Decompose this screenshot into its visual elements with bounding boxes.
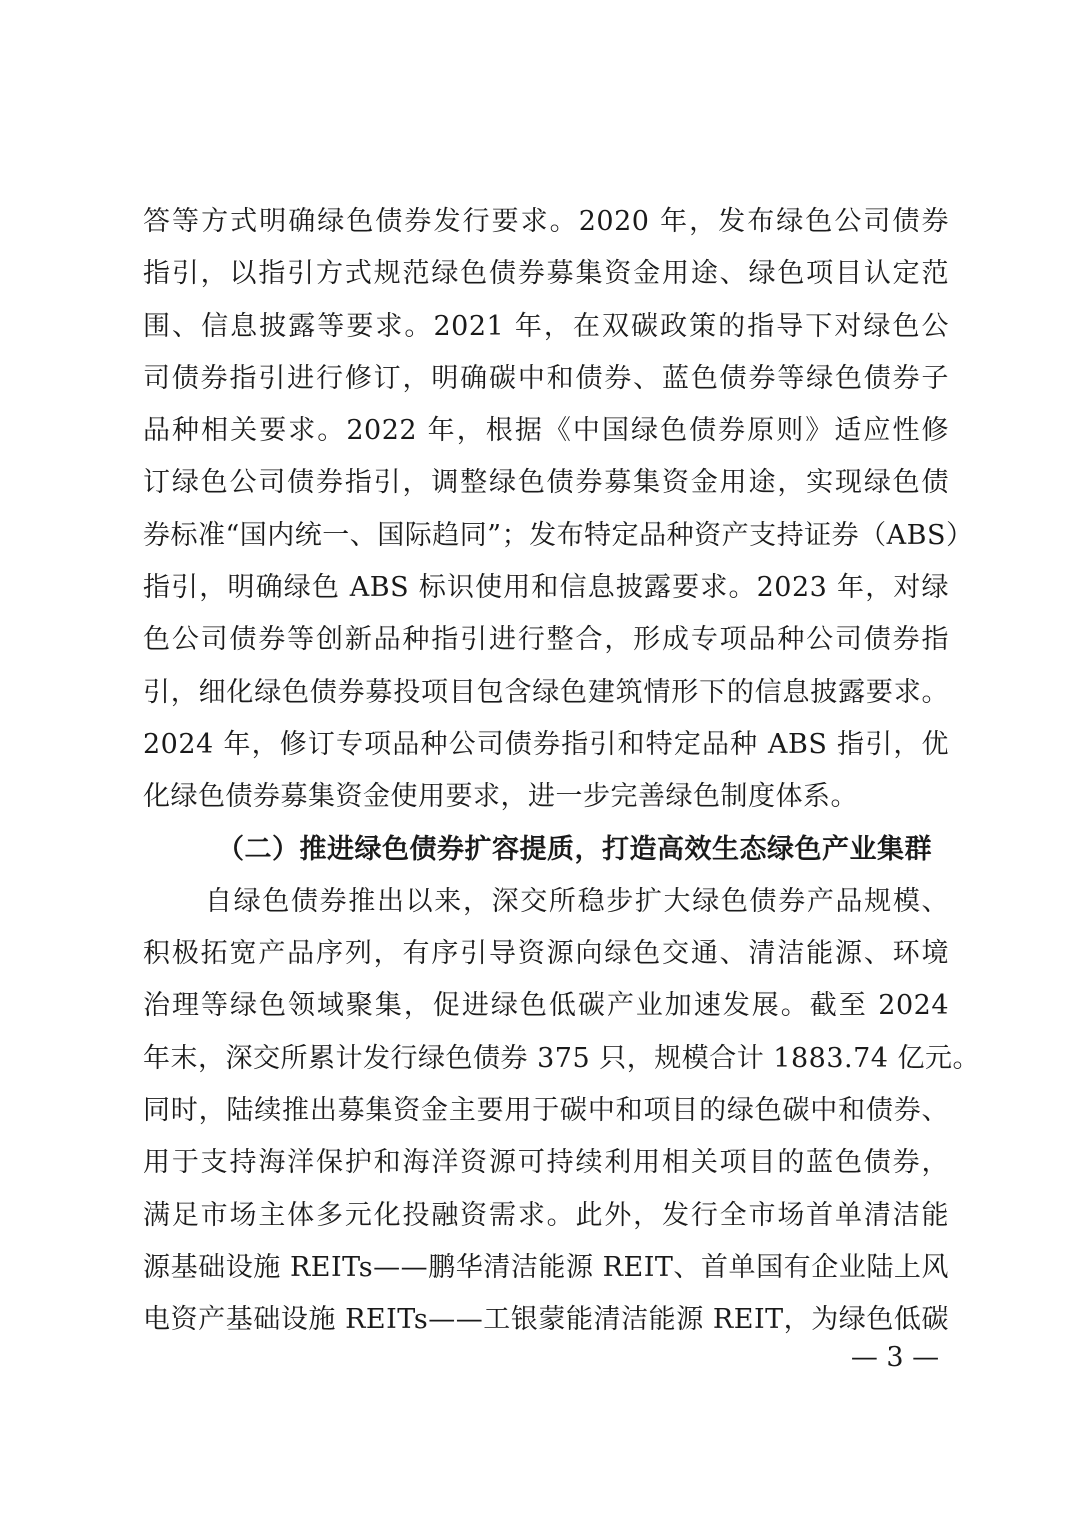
text-line: 用于支持海洋保护和海洋资源可持续利用相关项目的蓝色债券， [143, 1147, 949, 1179]
text-line: 券标准“国内统一、国际趋同”；发布特定品种资产支持证券（ABS） [143, 519, 974, 551]
text-line: 源基础设施 REITs——鹏华清洁能源 REIT、首单国有企业陆上风 [143, 1251, 949, 1283]
page-number: — 3 — [850, 1342, 940, 1373]
body-text [143, 196, 981, 1347]
text-line: 电资产基础设施 REITs——工银蒙能清洁能源 REIT，为绿色低碳 [143, 1304, 949, 1336]
paragraph-2 [143, 876, 981, 1347]
text-line: 围、信息披露等要求。2021 年，在双碳政策的指导下对绿色公 [143, 310, 949, 342]
text-line: 色公司债券等创新品种指引进行整合，形成专项品种公司债券指 [143, 624, 949, 656]
text-line: 订绿色公司债券指引，调整绿色债券募集资金用途，实现绿色债 [143, 467, 949, 499]
text-line: 化绿色债券募集资金使用要求，进一步完善绿色制度体系。 [143, 781, 858, 813]
text-line: 积极拓宽产品序列，有序引导资源向绿色交通、清洁能源、环境 [143, 938, 949, 970]
text-line: 引，细化绿色债券募投项目包含绿色建筑情形下的信息披露要求。 [143, 676, 949, 708]
paragraph-1 [143, 196, 974, 824]
text-line: 2024 年，修订专项品种公司债券指引和特定品种 ABS 指引，优 [143, 728, 949, 760]
text-line: 同时，陆续推出募集资金主要用于碳中和项目的绿色碳中和债券、 [143, 1095, 949, 1127]
text-line: 自绿色债券推出以来，深交所稳步扩大绿色债券产品规模、 [205, 885, 949, 917]
text-line: 年末，深交所累计发行绿色债券 375 只，规模合计 1883.74 亿元。 [143, 1042, 981, 1074]
text-line: 品种相关要求。2022 年，根据《中国绿色债券原则》适应性修 [143, 415, 949, 447]
text-line: 司债券指引进行修订，明确碳中和债券、蓝色债券等绿色债券子 [143, 362, 949, 394]
text-line: 治理等绿色领域聚集，促进绿色低碳产业加速发展。截至 2024 [143, 990, 949, 1022]
text-line: 答等方式明确绿色债券发行要求。2020 年，发布绿色公司债券 [143, 206, 949, 237]
text-line: 满足市场主体多元化投融资需求。此外，发行全市场首单清洁能 [143, 1199, 949, 1231]
text-line: 指引，以指引方式规范绿色债券募集资金用途、绿色项目认定范 [143, 258, 949, 290]
text-line: 指引，明确绿色 ABS 标识使用和信息披露要求。2023 年，对绿 [143, 572, 949, 604]
section-heading: （二）推进绿色债券扩容提质，打造高效生态绿色产业集群 [217, 833, 932, 865]
